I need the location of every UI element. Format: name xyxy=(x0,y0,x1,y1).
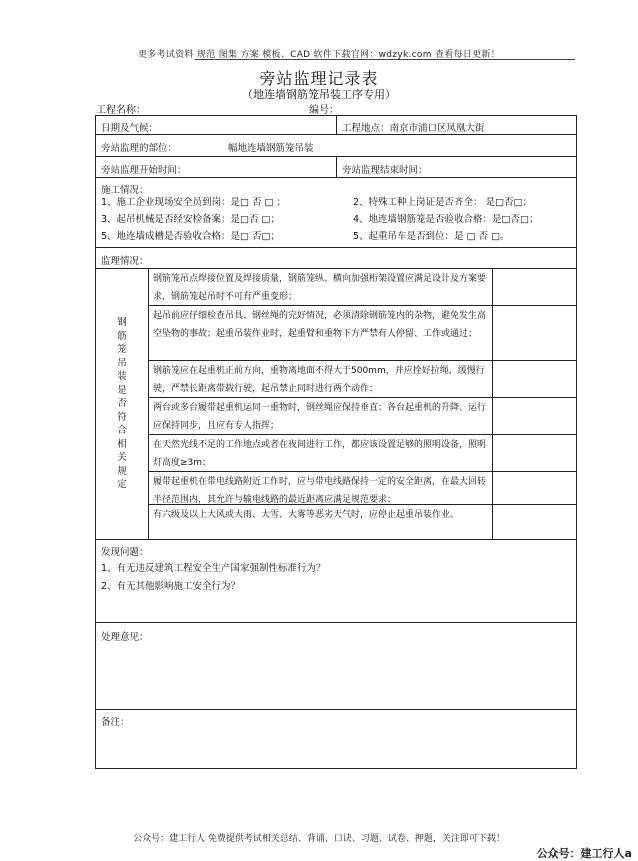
handling-row xyxy=(96,623,576,710)
check-item: 2、特殊工种上岗证是否齐全： 是□否□； xyxy=(353,197,533,208)
number-label: 编号： xyxy=(309,105,339,116)
construction-label: 施工情况： xyxy=(101,185,149,196)
construction-row xyxy=(96,178,576,248)
problems-label: 发现问题： xyxy=(101,547,149,558)
start-time-label: 旁站监理开始时间： xyxy=(101,165,187,176)
rule-item: 有六级及以上大风或大雨、大雪、大雾等恶劣天气时，应停止起重吊装作业。 xyxy=(153,510,460,520)
page-subtitle: （地连墙钢筋笼吊装工序专用） xyxy=(242,88,396,101)
site-location: 工程地点：南京市浦口区凤凰大街 xyxy=(342,123,485,134)
problem-item: 2、有无其他影响施工安全行为？ xyxy=(101,581,241,592)
end-time-label: 旁站监理结束时间： xyxy=(342,165,428,176)
header-note: 更多考试资料 规范 图集 方案 模板、CAD 软件下载官网：wdzyk.com 查看每日更新！ xyxy=(137,50,501,60)
handling-label: 处理意见： xyxy=(101,632,149,643)
supervision-label: 监理情况： xyxy=(101,256,149,267)
result-column xyxy=(492,269,577,539)
supervised-part-value: 幅地连墙钢筋笼吊装 xyxy=(228,143,314,154)
date-weather-label: 日期及气候： xyxy=(101,123,159,134)
problems-row xyxy=(96,540,576,623)
supervision-block xyxy=(96,269,576,540)
supervised-part-label: 旁站监理的部位： xyxy=(101,143,178,154)
watermark: 公众号：建工行人a xyxy=(536,847,632,860)
compliance-label: 钢筋笼吊装是否符合相关规定 xyxy=(117,317,127,491)
rule-item: 钢筋笼吊点焊接位置及焊接质量，钢筋笼纵、横向加强桁架设置应满足设计及方案要求，钢筋笼起吊时不可有严重变形； xyxy=(149,269,492,306)
rule-item: 起吊前应仔细检查吊具、钢丝绳的完好情况，必须清除钢筋笼内的杂物，避免发生高空坠物的事故；起重吊装作业时，起重臂和重物下方严禁有人停留、工作或通过； xyxy=(149,306,492,361)
check-item: 4、地连墙钢筋笼是否验收合格：是□否□； xyxy=(353,214,539,225)
check-item: 3、起吊机械是否经安检备案：是□否 □； xyxy=(101,214,281,225)
footer-note: 公众号：建工行人 免费提供考试相关总结、背诵、口诀、习题、试卷、押题，关注即可下载！ xyxy=(133,834,505,844)
rule-item: 履带起重机在带电线路附近工作时，应与带电线路保持一定的安全距离，在最大回转半径范围内，其允许与输电线路的最近距离应满足规范要求； xyxy=(149,472,492,505)
check-item: 5、起重吊车是否到位：是 □ 否 □。 xyxy=(353,231,510,242)
date-location-row xyxy=(96,116,576,135)
problem-item: 1、有无违反建筑工程安全生产国家强制性标准行为？ xyxy=(101,563,326,574)
check-item: 1、施工企业现场安全员到岗：是□ 否 □ ； xyxy=(101,197,287,208)
supervision-label-row xyxy=(96,248,576,269)
record-form xyxy=(95,115,577,769)
rule-item: 在天然光线不足的工作地点或者在夜间进行工作，都应该设置足够的照明设备，照明灯高度≥3m； xyxy=(149,435,492,472)
compliance-label-cell xyxy=(96,269,149,539)
page-title: 旁站监理记录表 xyxy=(259,69,379,88)
header-divider xyxy=(195,59,575,60)
rule-item: 钢筋笼应在起重机正前方向，重物离地面不得大于500mm，并应拴好拉绳，缓慢行驶，严禁长距离带载行驶，起吊禁止同时进行两个动作； xyxy=(149,361,492,398)
time-row xyxy=(96,157,576,178)
supervised-part-row xyxy=(96,135,576,157)
remarks-label: 备注： xyxy=(101,717,130,728)
rule-item: 两台或多台履带起重机运同一重物时，钢丝绳应保持垂直；各台起重机的升降、运行应保持同步，且应有专人指挥； xyxy=(149,398,492,435)
check-item: 5、地连墙成槽是否验收合格：是□ 否□； xyxy=(101,231,281,242)
remarks-row xyxy=(96,710,576,768)
project-name-label: 工程名称： xyxy=(96,105,146,116)
